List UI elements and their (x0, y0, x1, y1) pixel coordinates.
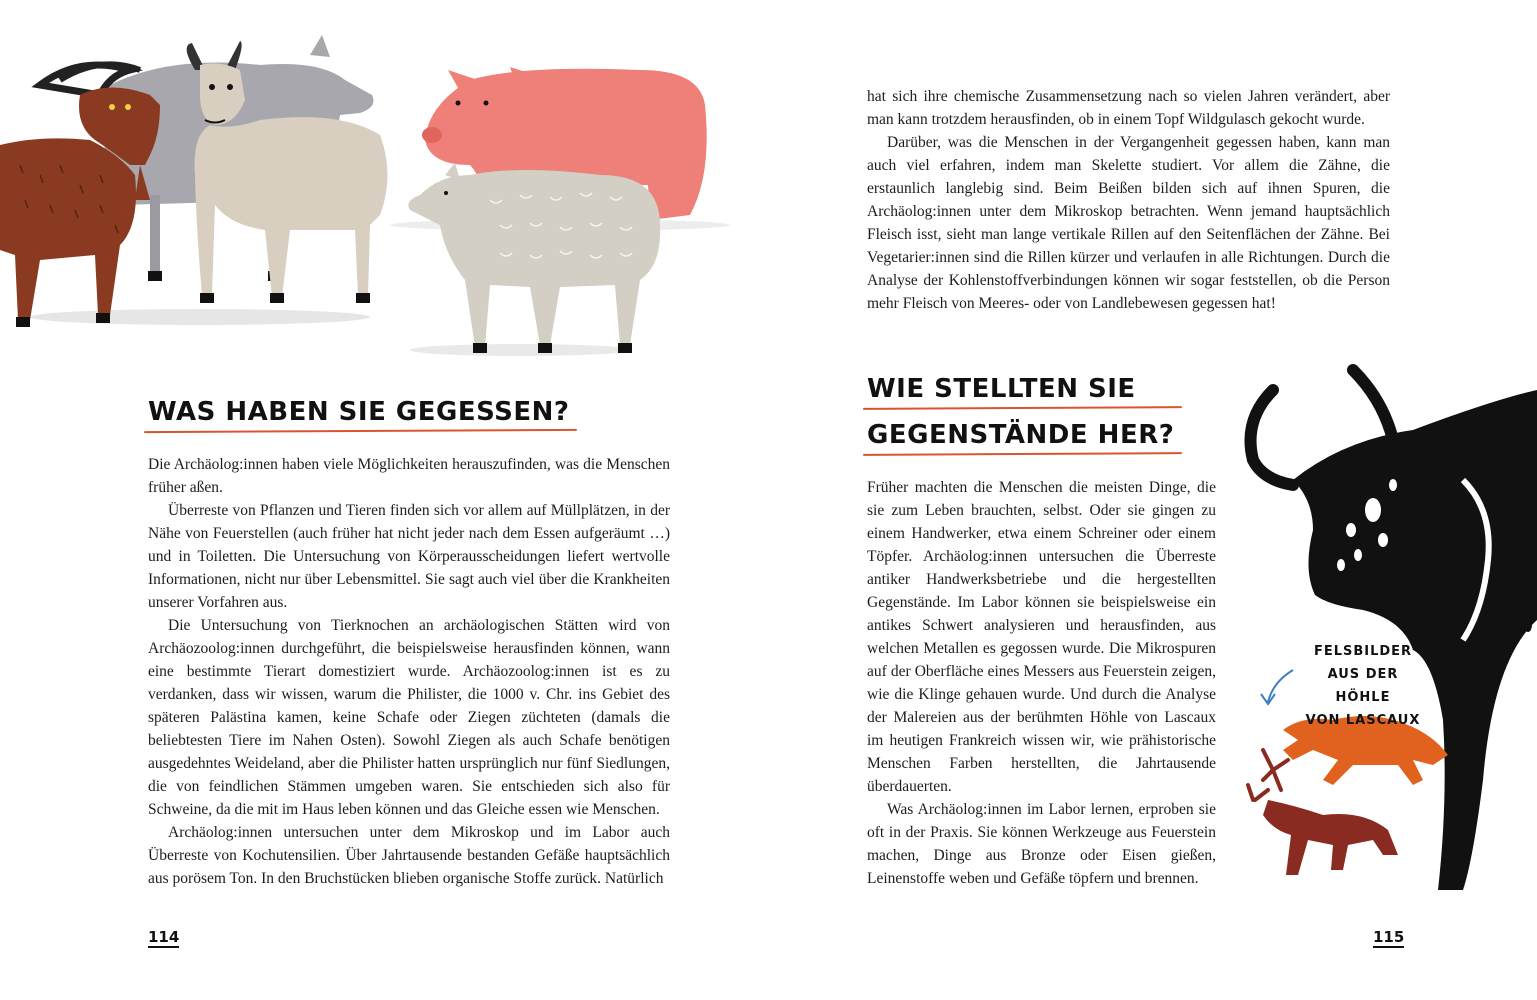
page-number-right: 115 (1373, 928, 1405, 946)
paragraph: hat sich ihre chemische Zusammensetzung nach so vielen Jahren verändert, aber man kann trotzdem herausfinden, ob in einem Topf Wildgulasch gekocht wurde. (867, 88, 1390, 128)
right-page (768, 0, 1537, 1000)
body-text-food (148, 453, 670, 890)
paragraph: Überreste von Pflanzen und Tieren finden sich vor allem auf Müllplätzen, in der Nähe von Feuerstellen (auch früher hat nicht jeder nach dem Essen aufgeräumt …) und in Toiletten. Die Untersuchung von Körperausscheidungen liefert wertvolle Informationen, nicht nur über Lebensmittel. Sie sagt auch viel über die Krankheiten unserer Vorfahren aus. (148, 502, 670, 611)
heading-line: GEGENSTÄNDE HER? (867, 412, 1174, 458)
caption-line: FELSBILDER (1313, 644, 1413, 659)
heading-line: WIE STELLTEN SIE (867, 366, 1174, 412)
paragraph: Die Untersuchung von Tierknochen an archäologischen Stätten wird von Archäozoolog:innen durchgeführt, die beispielsweise herausfinden können, wann eine bestimmte Tierart domestiziert wurde. Archäozoolog:innen ist es zu verdanken, dass wir wissen, warum die Philister, die 1000 v. Chr. ins Gebiet des späteren Palästina kamen, keine Schafe oder Ziegen züchteten (damals die beliebtesten Tiere im Nahen Osten). Sowohl Ziegen als auch Schafe benötigen ausgedehntes Weideland, aber die Philister hatten ursprünglich nur fünf Siedlungen, die von feindlichen Stämmen umgeben waren. Sie entschieden sich also für Schweine, da die mit im Haus leben können und das Gleiche essen wie Menschen. (148, 617, 670, 818)
heading-line: WAS HABEN SIE GEGESSEN? (148, 389, 569, 435)
cream-sheep (408, 163, 660, 353)
caption-arrow-icon (1261, 670, 1293, 704)
caption-line: VON LASCAUX (1305, 713, 1421, 728)
left-page (0, 0, 768, 1000)
section-heading-objects (867, 366, 1174, 458)
section-heading-food (148, 389, 569, 435)
red-deer-painting (1248, 750, 1398, 875)
brown-goat (0, 64, 160, 327)
paragraph: Die Archäolog:innen haben viele Möglichkeiten herauszufinden, was die Menschen früher aßen. (148, 456, 670, 496)
cave-painting-illustration (1233, 360, 1537, 900)
paragraph: Was Archäolog:innen im Labor lernen, erproben sie oft in der Praxis. Sie können Werkzeuge aus Feuerstein machen, Dinge aus Bronze oder Eisen gießen, Leinenstoffe weben und Gefäße töpfern und brennen. (867, 801, 1216, 887)
body-text-continuation (867, 85, 1390, 315)
paragraph: Archäolog:innen untersuchen unter dem Mikroskop und im Labor auch Überreste von Kochutensilien. Über Jahrtausende bestanden Gefäße hauptsächlich aus porösem Ton. In den Bruchstücken blieben organische Stoffe zurück. Natürlich (148, 824, 670, 887)
body-text-objects (867, 476, 1216, 890)
paragraph: Früher machten die Menschen die meisten Dinge, die sie zum Leben brauchten, selbst. Oder sie gingen zu einem Handwerker, etwa einem Schreiner oder einem Töpfer. Archäolog:innen untersuchen die Überreste antiker Handwerksbetriebe und die hergestellten Gegenstände. Im Labor können sie beispielsweise ein antikes Schwert analysieren und herausfinden, aus welchen Metallen es gegossen wurde. Die Mikrospuren auf der Oberfläche eines Messers aus Feuerstein zeigen, wie die Klinge gehauen wurde. Und durch die Analyse der Malereien aus der berühmten Höhle von Lascaux im heutigen Frankreich wissen wir, wie prähistorische Menschen Farben herstellten, die Jahrtausende überdauerten. (867, 479, 1216, 795)
caption-line: AUS DER HÖHLE (1327, 667, 1399, 705)
cave-painting-caption (1298, 640, 1428, 732)
farm-animals-illustration (0, 25, 760, 365)
paragraph: Darüber, was die Menschen in der Vergangenheit gegessen haben, kann man auch viel erfahren, indem man Skelette studiert. Vor allem die Zähne, die erstaunlich langlebig sind. Beim Beißen bilden sich auf ihnen Spuren, die Archäolog:innen unter dem Mikroskop betrachten. Wenn jemand hauptsächlich Fleisch isst, sieht man lange vertikale Rillen auf den Seitenflächen der Zähne. Bei Vegetarier:innen sind die Rillen kürzer und verlaufen in alle Richtungen. Durch die Analyse der Kohlenstoffverbindungen können wir sogar feststellen, ob die Person mehr Fleisch von Meeres- oder von Landlebewesen gegessen hat! (867, 134, 1390, 312)
page-number-left: 114 (148, 928, 180, 946)
